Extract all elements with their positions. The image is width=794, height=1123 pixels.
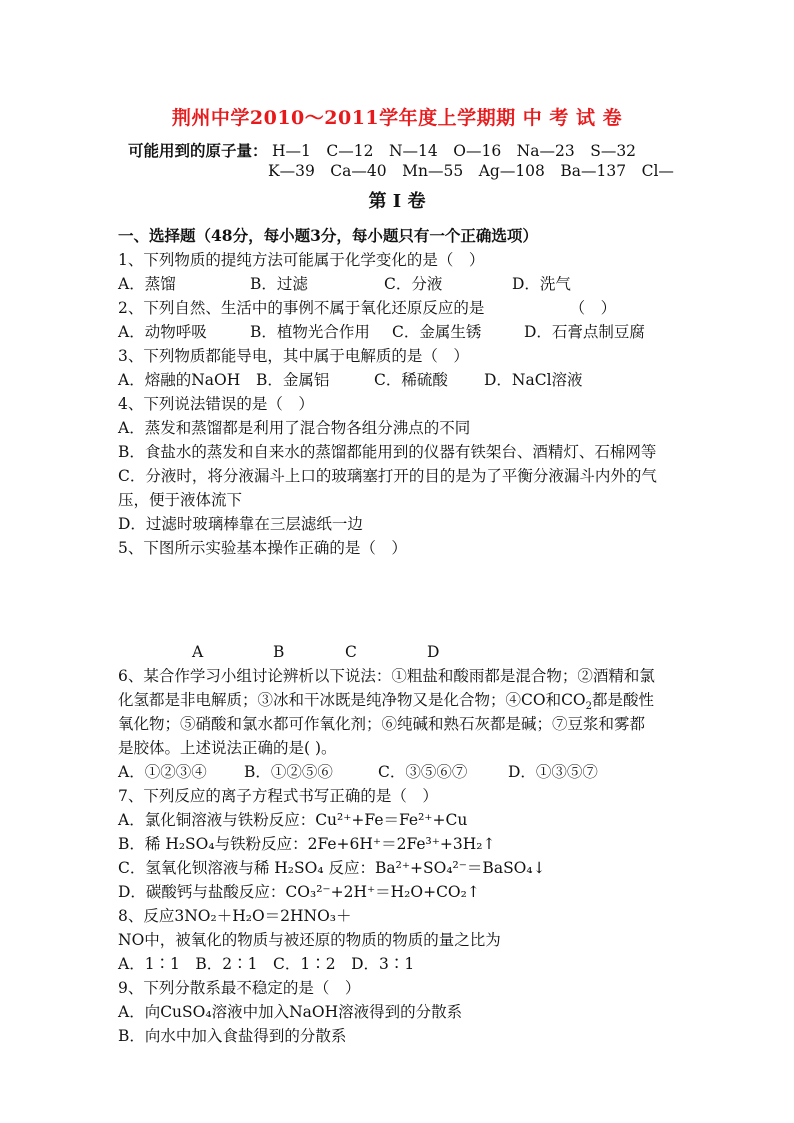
question-7-option-a: A．氯化铜溶液与铁粉反应：Cu²⁺+Fe＝Fe²⁺+Cu — [118, 811, 468, 829]
atomic-mass-row-2: K—39 Ca—40 Mn—55 Ag—108 Ba—137 Cl— — [268, 162, 674, 180]
atomic-mass-label: 可能用到的原子量： — [128, 141, 268, 160]
question-3-option-b: B．金属铝 — [256, 371, 330, 389]
question-5-figure-label-a: A — [192, 643, 204, 661]
co2-subscript: 2 — [585, 701, 593, 713]
question-2-option-a: A．动物呼吸 — [118, 323, 207, 341]
question-4-option-d: D．过滤时玻璃棒靠在三层滤纸一边 — [118, 515, 363, 533]
question-7-stem: 7、下列反应的离子方程式书写正确的是（ ） — [118, 787, 438, 805]
question-6-line-4: 是胶体。上述说法正确的是( )。 — [118, 739, 337, 757]
question-1-option-a: A．蒸馏 — [118, 275, 176, 293]
question-5-figure-label-c: C — [345, 643, 357, 661]
question-6-line-3: 氧化物；⑤硝酸和氯水都可作氧化剂；⑥纯碱和熟石灰都是碱；⑦豆浆和雾都 — [118, 715, 646, 733]
question-4-option-c-line-1: C．分液时，将分液漏斗上口的玻璃塞打开的目的是为了平衡分液漏斗内外的气 — [118, 467, 657, 485]
question-4-option-c-line-2: 压，便于液体流下 — [118, 491, 243, 509]
question-5-figure-label-d: D — [427, 643, 440, 661]
exam-title: 荆州中学2010～2011学年度上学期期 中 考 试 卷 — [171, 107, 623, 129]
question-6-line-2-tail: 都是酸性 — [592, 691, 655, 709]
question-4-option-b: B．食盐水的蒸发和自来水的蒸馏都能用到的仪器有铁架台、酒精灯、石棉网等 — [118, 443, 657, 461]
question-2-option-d: D．石膏点制豆腐 — [524, 323, 645, 341]
question-4-option-a: A．蒸发和蒸馏都是利用了混合物各组分沸点的不同 — [118, 419, 471, 437]
question-4-stem: 4、下列说法错误的是（ ） — [118, 395, 314, 413]
question-6-line-1: 6、某合作学习小组讨论辨析以下说法：①粗盐和酸雨都是混合物；②酒精和氯 — [118, 667, 655, 685]
question-8-options: A．1∶1 B．2∶1 C．1∶2 D．3∶1 — [118, 955, 415, 973]
question-7-option-c: C．氢氧化钡溶液与稀 H₂SO₄ 反应：Ba²⁺+SO₄²⁻＝BaSO₄↓ — [118, 859, 546, 877]
question-5-figure-label-b: B — [273, 643, 285, 661]
question-3-option-d: D．NaCl溶液 — [484, 371, 583, 389]
question-3-stem: 3、下列物质都能导电，其中属于电解质的是（ ） — [118, 347, 469, 365]
question-6-option-a: A．①②③④ — [118, 763, 207, 781]
question-1-option-c: C．分液 — [384, 275, 443, 293]
question-6-option-d: D．①③⑤⑦ — [508, 763, 598, 781]
question-1-stem: 1、下列物质的提纯方法可能属于化学变化的是（ ） — [118, 251, 485, 269]
question-6-option-b: B．①②⑤⑥ — [244, 763, 333, 781]
question-6-option-c: C．③⑤⑥⑦ — [378, 763, 468, 781]
question-5-stem: 5、下图所示实验基本操作正确的是（ ） — [118, 539, 407, 557]
question-2-option-b: B．植物光合作用 — [250, 323, 370, 341]
volume-heading: 第 Ⅰ 卷 — [368, 191, 426, 212]
question-3-option-c: C．稀硫酸 — [374, 371, 448, 389]
question-1-option-d: D．洗气 — [512, 275, 571, 293]
question-2-option-c: C．金属生锈 — [392, 323, 482, 341]
question-1-option-b: B．过滤 — [250, 275, 308, 293]
question-9-stem: 9、下列分散系最不稳定的是（ ） — [118, 979, 361, 997]
question-6-line-2-text: 化氢都是非电解质；③冰和干冰既是纯净物又是化合物；④CO和CO — [118, 691, 586, 709]
question-8-line-2: NO中，被氧化的物质与被还原的物质的物质的量之比为 — [118, 931, 501, 949]
question-7-option-b: B．稀 H₂SO₄与铁粉反应：2Fe+6H⁺＝2Fe³⁺+3H₂↑ — [118, 835, 496, 853]
atomic-mass-row-1: H—1 C—12 N—14 O—16 Na—23 S—32 — [272, 142, 637, 160]
question-3-option-a: A．熔融的NaOH — [118, 371, 241, 389]
question-7-option-d: D．碳酸钙与盐酸反应：CO₃²⁻+2H⁺＝H₂O+CO₂↑ — [118, 883, 480, 901]
question-8-line-1: 8、反应3NO₂＋H₂O＝2HNO₃＋ — [118, 907, 352, 925]
question-9-option-b: B．向水中加入食盐得到的分散系 — [118, 1027, 347, 1045]
question-9-option-a: A．向CuSO₄溶液中加入NaOH溶液得到的分散系 — [118, 1003, 463, 1021]
question-2-stem: 2、下列自然、生活中的事例不属于氧化还原反应的是 （ ） — [118, 299, 617, 317]
section-heading: 一、选择题（48分，每小题3分，每小题只有一个正确选项） — [118, 226, 538, 245]
question-6-line-2 — [118, 690, 655, 713]
